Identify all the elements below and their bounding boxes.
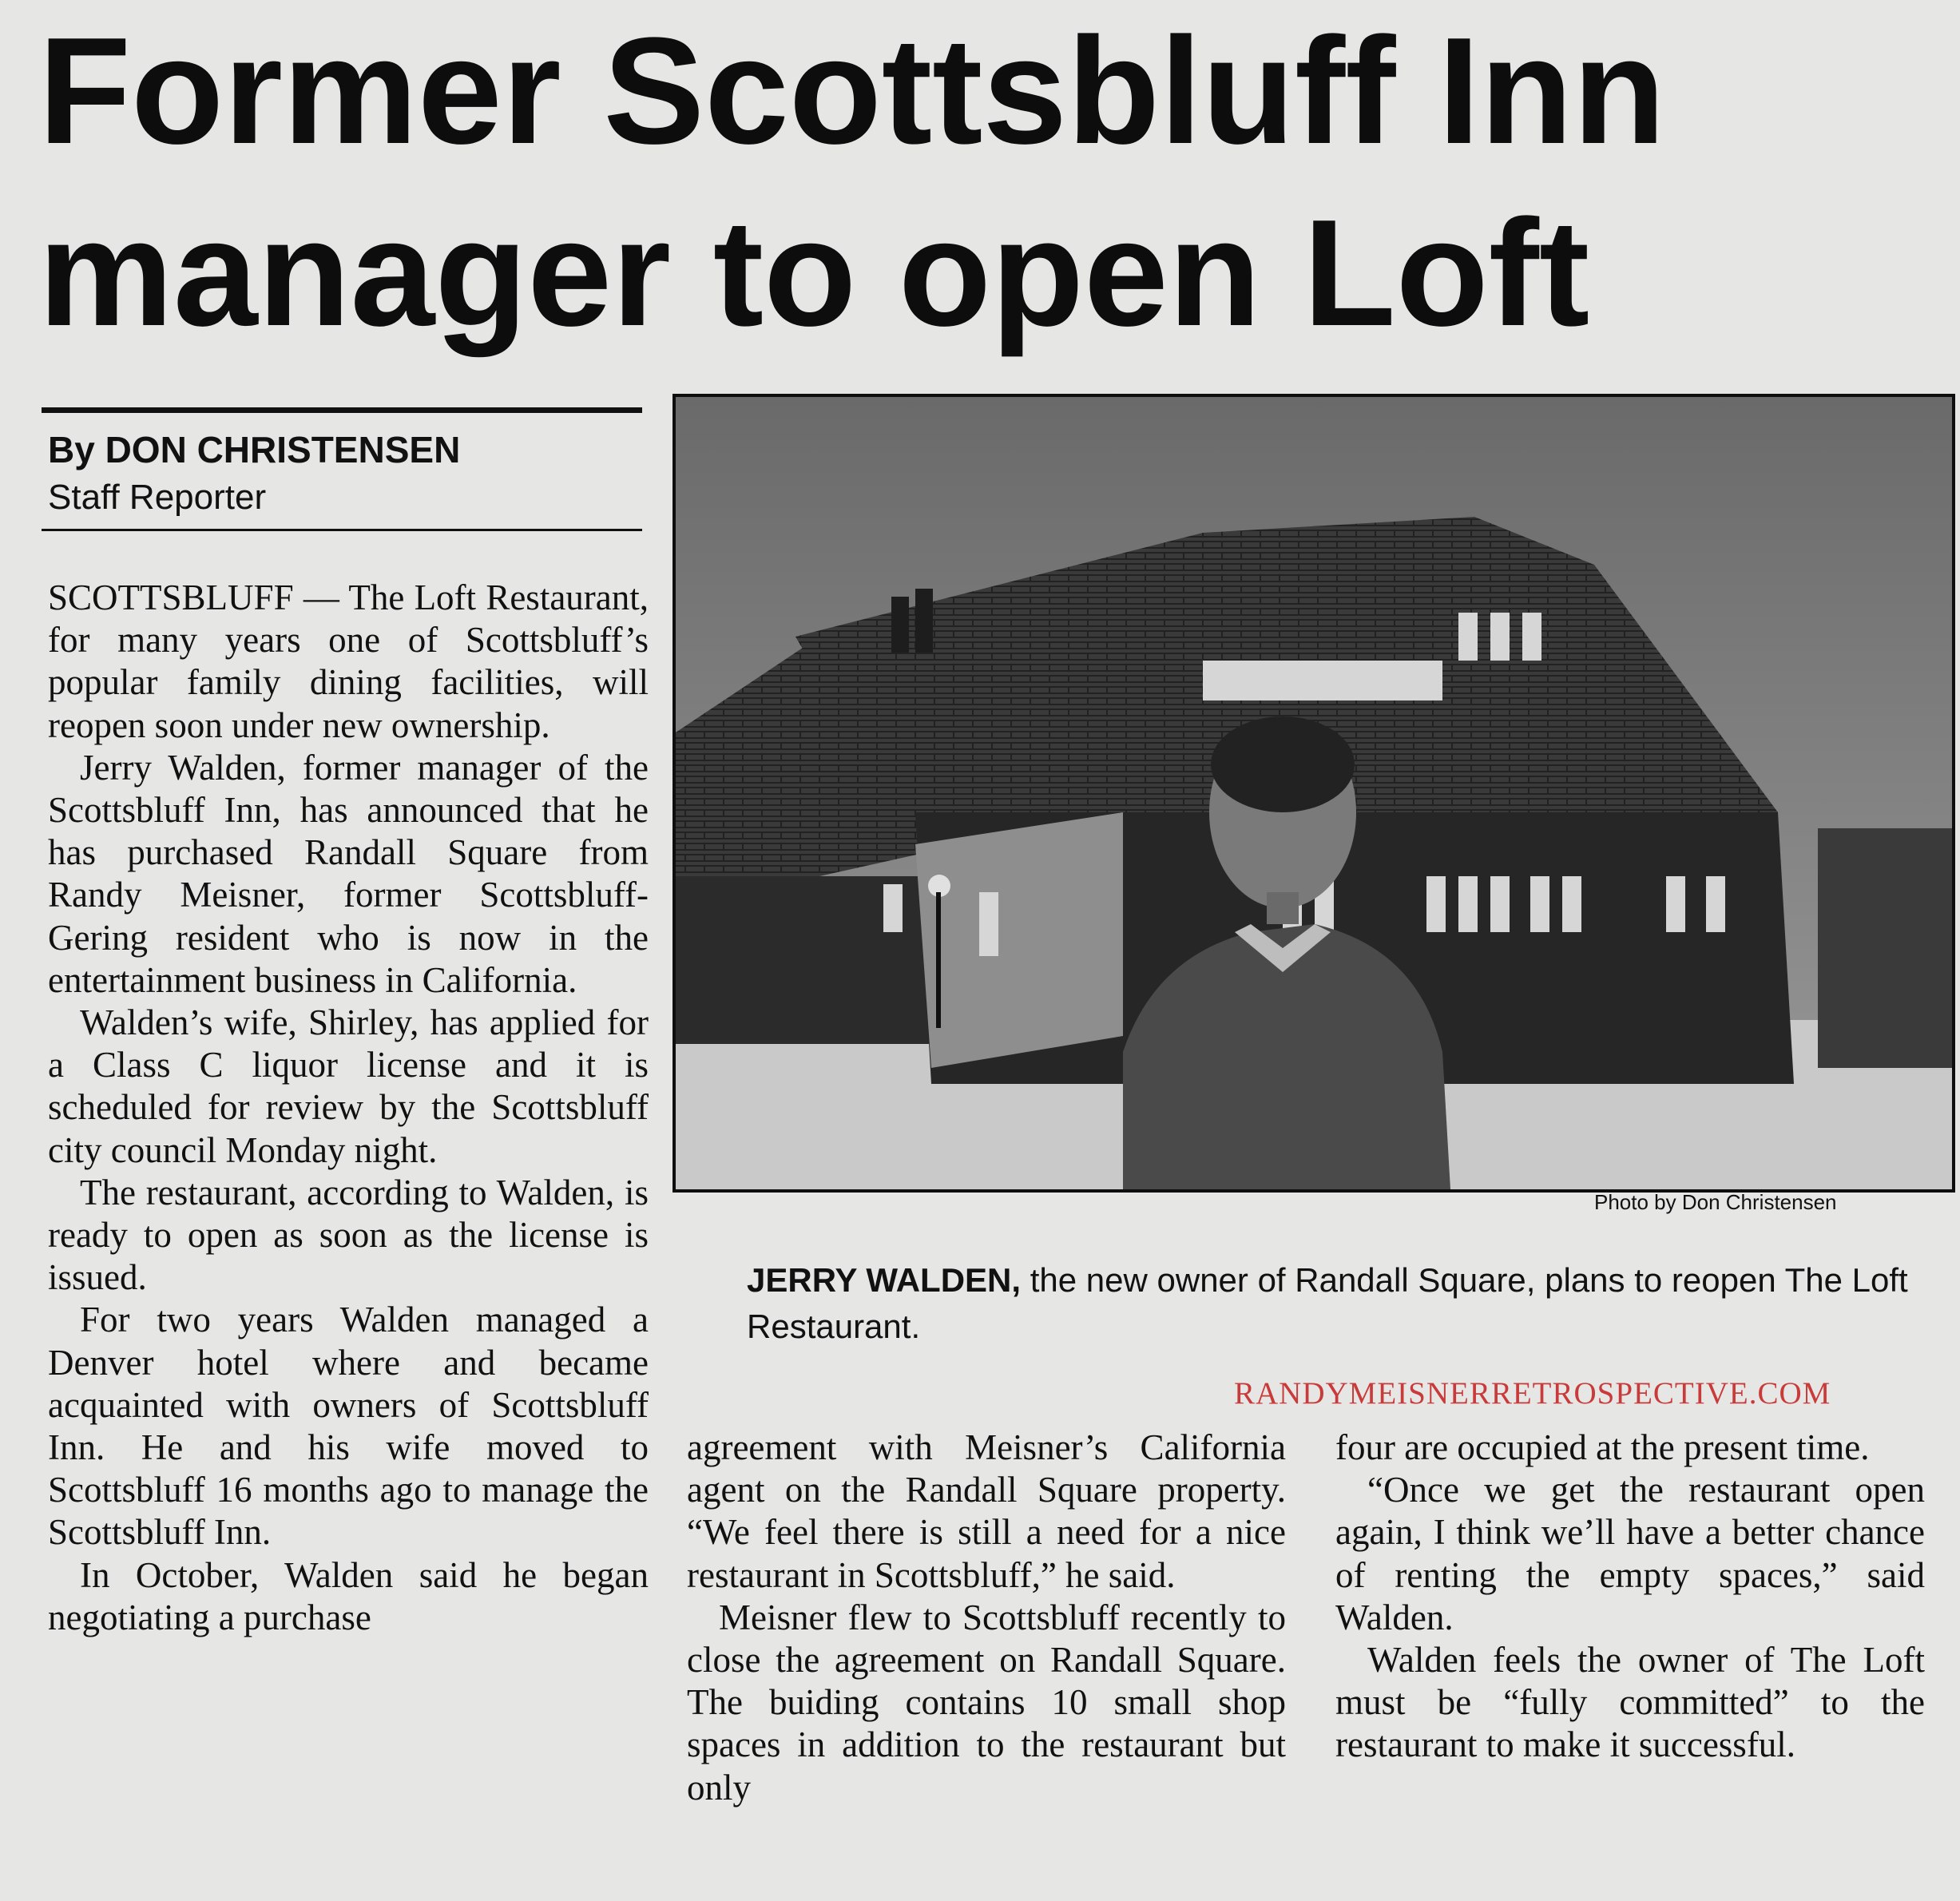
caption-text: the new owner of Randall Square, plans to reopen The Loft Restaurant. [747,1261,1908,1345]
article-column-2 [687,1427,1286,1809]
paragraph: In October, Walden said he began negotiating a purchase [48,1554,649,1637]
watermark: RANDYMEISNERRETROSPECTIVE.COM [1234,1376,1831,1411]
paragraph: agreement with Meisner’s California agent on the Randall Square property. “We feel there is still a need for a nice restaurant in Scottsbluff,” he said. [687,1427,1286,1595]
paragraph: The restaurant, according to Walden, is ready to open as soon as the license is issued. [48,1172,649,1298]
article-column-3 [1335,1427,1925,1767]
headline-line-1: Former Scottsbluff Inn [38,6,1666,176]
photo-caption [747,1257,1921,1350]
paragraph: Jerry Walden, former manager of the Scottsbluff Inn, has announced that he has purchased Randall Square from Randy Meisner, former Scottsbluff-Gering resident who is now in the entertainment business in California. [48,747,649,1000]
paragraph: Walden’s wife, Shirley, has applied for a Class C liquor license and it is scheduled for review by the Scottsbluff city council Monday night. [48,1002,649,1170]
paragraph: For two years Walden managed a Denver hotel where and became acquainted with owners of Scottsbluff Inn. He and his wife moved to Scottsbluff 16 months ago to manage the Scottsbluff Inn. [48,1300,649,1553]
news-photo [673,394,1955,1193]
byline-role: Staff Reporter [48,478,267,517]
paragraph: Walden feels the owner of The Loft must be “fully committed” to the restaurant to make it successful. [1335,1640,1925,1765]
byline-top-rule [42,407,642,413]
photo-credit: Photo by Don Christensen [1594,1190,1837,1214]
article-column-1 [48,577,649,1639]
byline-name: By DON CHRISTENSEN [48,429,461,470]
paragraph: SCOTTSBLUFF — The Loft Restaurant, for many years one of Scottsbluff’s popular family dining facilities, will reopen soon under new ownership. [48,577,649,745]
headline-line-2: manager to open Loft [38,189,1590,358]
paragraph: “Once we get the restaurant open again, I think we’ll have a better chance of renting the empty spaces,” said Walden. [1335,1470,1925,1637]
caption-lead: JERRY WALDEN, [747,1261,1022,1299]
paragraph: Meisner flew to Scottsbluff recently to close the agreement on Randall Square. The buiding contains 10 small shop spaces in addition to the restaurant but only [687,1597,1286,1808]
headline [38,0,1939,364]
building-photo-illustration [676,397,1952,1189]
paragraph: four are occupied at the present time. [1335,1427,1870,1467]
byline-bottom-rule [42,529,642,531]
